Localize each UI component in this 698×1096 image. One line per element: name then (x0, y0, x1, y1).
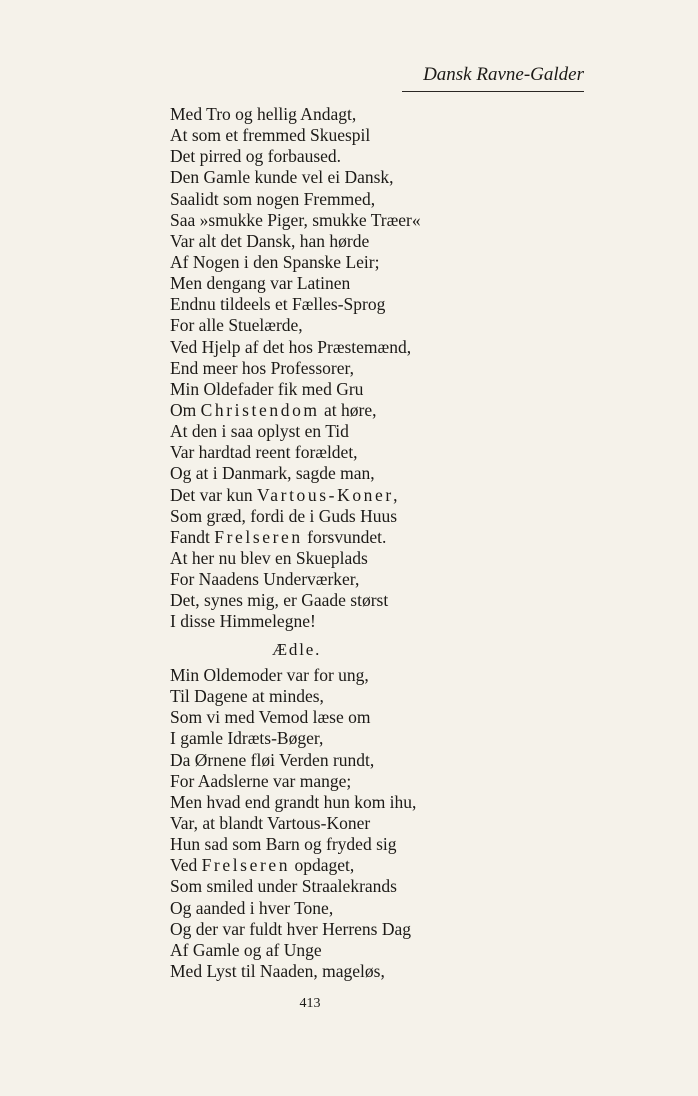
poem-line: Ved Hjelp af det hos Præstemænd, (170, 336, 412, 357)
poem-line: For alle Stuelærde, (170, 315, 303, 336)
poem-line (170, 400, 590, 421)
poem-line: Det pirred og forbaused. (170, 146, 342, 167)
line-text: opdaget, (294, 855, 355, 876)
poem-line: End meer hos Professorer, (170, 357, 354, 378)
poem-line: Som græd, fordi de i Guds Huus (170, 505, 398, 526)
line-text: Det var kun (170, 484, 253, 505)
poem-line: At her nu blev en Skueplads (170, 547, 368, 568)
poem-line: Den Gamle kunde vel ei Dansk, (170, 167, 394, 188)
poem-line: Var alt det Dansk, han hørde (170, 230, 370, 251)
poem-line: Min Oldefader fik med Gru (170, 378, 364, 399)
poem-line: For Naadens Underværker, (170, 569, 360, 590)
poem-line: Og aanded i hver Tone, (170, 897, 334, 918)
spaced-emphasis: Christendom (200, 399, 320, 420)
poem-line: Saalidt som nogen Fremmed, (170, 188, 376, 209)
poem-line: At som et fremmed Skuespil (170, 125, 371, 146)
poem-line: Var, at blandt Vartous-Koner (170, 812, 371, 833)
spaced-emphasis: Frelseren (201, 855, 291, 876)
poem-line: Hun sad som Barn og fryded sig (170, 834, 397, 855)
poem-line: I disse Himmelegne! (170, 611, 316, 632)
running-title: Dansk Ravne-Galder (423, 64, 584, 85)
line-text: Ved (170, 855, 198, 876)
poem-line: Var hardtad reent forældet, (170, 442, 358, 463)
poem-line: Og at i Danmark, sagde man, (170, 463, 375, 484)
poem-line: At den i saa oplyst en Tid (170, 421, 349, 442)
line-text: Fandt (170, 526, 210, 547)
poem-line: Med Lyst til Naaden, mageløs, (170, 960, 385, 981)
header-rule (402, 91, 584, 92)
poem-line: I gamle Idræts-Bøger, (170, 728, 324, 749)
poem-line (170, 485, 590, 506)
poem-line: Endnu tildeels et Fælles-Sprog (170, 294, 386, 315)
poem-line: Som vi med Vemod læse om (170, 707, 371, 728)
spaced-emphasis: Frelseren (214, 526, 303, 547)
poem-line: Det, synes mig, er Gaade størst (170, 590, 389, 611)
poem-line: For Aadslerne var mange; (170, 770, 352, 791)
poem-line: Af Gamle og af Unge (170, 939, 322, 960)
poem-line: Og der var fuldt hver Herrens Dag (170, 918, 412, 939)
line-text: at høre, (324, 399, 377, 420)
poem-line: Da Ørnene fløi Verden rundt, (170, 749, 375, 770)
line-text: forsvundet. (307, 526, 387, 547)
poem-line: Men dengang var Latinen (170, 273, 351, 294)
poem-line: Til Dagene at mindes, (170, 686, 324, 707)
poem-line: Men hvad end grandt hun kom ihu, (170, 791, 417, 812)
poem-line (170, 855, 590, 876)
poem-line: Min Oldemoder var for ung, (170, 665, 369, 685)
poem-line: Som smiled under Straalekrands (170, 876, 397, 897)
spaced-emphasis: Vartous-Koner, (257, 484, 401, 505)
poem-line: Af Nogen i den Spanske Leir; (170, 251, 380, 272)
poem-line (170, 527, 590, 548)
section-heading: Ædle. (272, 640, 322, 659)
poem-line: Med Tro og hellig Andagt, (170, 104, 357, 124)
stanza-1 (170, 104, 590, 633)
line-text: Om (170, 399, 197, 420)
page-number: 413 (299, 996, 321, 1011)
poem-line: Saa »smukke Piger, smukke Træer« (170, 209, 421, 230)
stanza-2 (170, 665, 590, 982)
